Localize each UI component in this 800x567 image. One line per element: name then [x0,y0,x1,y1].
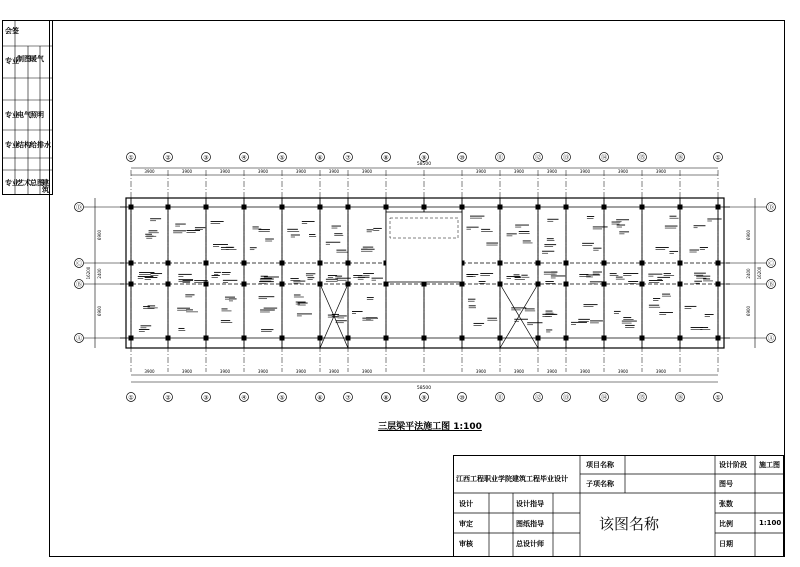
column [678,261,683,266]
dimension-text-bottom: 3900 [219,369,231,374]
sub-item-label: 子项名称 [586,480,614,488]
column [716,261,721,266]
column [536,336,541,341]
dimension-text-bottom: 3900 [257,369,269,374]
column [280,261,285,266]
column [129,261,134,266]
title-block [453,455,784,557]
axis-label-bottom: ⑭ [600,394,608,402]
side-label-zhuanye-4: 专业 [5,179,19,187]
dimension-text-right: 6900 [746,229,751,241]
column [318,205,323,210]
column [460,336,465,341]
axis-label-left: Ⓐ [75,335,83,343]
side-label-zongtu: 总图 [30,179,44,187]
axis-label-right: Ⓑ [767,281,775,289]
dimension-text-top: 3900 [219,169,231,174]
dimension-text-bottom: 3900 [295,369,307,374]
drawing-number-label: 图号 [719,480,733,488]
axis-label-bottom: ⑧ [383,394,389,402]
column [242,336,247,341]
review-label: 审定 [459,520,473,528]
axis-label-top: ⑧ [383,154,389,162]
axis-label-bottom: ④ [241,394,247,402]
column [640,336,645,341]
column [280,282,285,287]
axis-label-right: Ⓓ [767,204,775,212]
column [318,261,323,266]
dimension-text-bottom: 3900 [181,369,193,374]
axis-label-bottom: ① [715,394,721,402]
design-stage-label: 设计阶段 [719,461,747,469]
axis-label-bottom: ⑯ [676,394,684,402]
side-label-geipaishui: 给排水 [30,141,51,149]
column [716,282,721,287]
side-label-zhuanye-2: 专业 [5,111,19,119]
column [678,205,683,210]
side-label-jiegou: 结构 [17,141,31,149]
column [129,282,134,287]
dimension-text-bottom: 3900 [655,369,667,374]
dimension-total-right: 16200 [757,266,762,280]
axis-label-top: ⑬ [562,154,570,162]
side-label-yishu: 艺术 [17,179,31,187]
column [242,205,247,210]
school-name: 江西工程职业学院建筑工程毕业设计 [456,475,568,483]
check-label: 审核 [459,540,473,548]
dimension-total-left: 16200 [86,266,91,280]
axis-label-top: ⑪ [496,154,504,162]
sheet-count-label: 张数 [719,500,733,508]
axis-label-bottom: ③ [203,394,209,402]
date-label: 日期 [719,540,733,548]
drawing-name: 该图名称 [599,515,660,533]
column [129,336,134,341]
dimension-text-bottom: 3900 [617,369,629,374]
side-label-zhuanye-1: 专业 [5,57,19,65]
column [640,282,645,287]
dimension-text-top: 3900 [475,169,487,174]
axis-label-top: ⑫ [534,154,542,162]
axis-label-top: ⑮ [638,154,646,162]
axis-label-top: ⑥ [317,154,323,162]
dimension-text-bottom: 3900 [579,369,591,374]
dimension-text-left: 2400 [97,268,102,279]
axis-label-top: ⑦ [345,154,351,162]
dimension-text-bottom: 3900 [144,369,155,374]
dimension-text-top: 3900 [579,169,591,174]
axis-label-left: Ⓓ [75,204,83,212]
side-label-dianqi: 电气 [17,111,31,119]
design-stage-value: 施工图 [759,461,780,469]
axis-label-bottom: ⑤ [279,394,285,402]
dimension-text-top: 3900 [655,169,667,174]
column [716,336,721,341]
axis-label-top: ⑭ [600,154,608,162]
dimension-text-top: 3900 [617,169,629,174]
dimension-text-bottom: 3900 [361,369,373,374]
drawing-advisor-label: 图纸指导 [516,520,544,528]
design-label: 设计 [459,500,473,508]
dimension-text-top: 3900 [295,169,307,174]
column [422,205,427,210]
side-label-huiqian: 会签 [5,27,19,35]
axis-label-bottom: ⑪ [496,394,504,402]
side-label-jianzhu: 建筑 [42,179,49,194]
dimension-text-left: 6900 [97,305,102,317]
column [204,282,209,287]
axis-label-bottom: ② [165,394,171,402]
dimension-text-right: 6900 [746,305,751,317]
dimension-text-top: 3900 [144,169,155,174]
axis-label-top: ⑨ [421,154,427,162]
axis-label-bottom: ⑥ [317,394,323,402]
column [384,205,389,210]
column [564,205,569,210]
dimension-text-bottom: 3900 [546,369,558,374]
side-label-nuanqi: 暖气 [30,55,44,63]
column [166,205,171,210]
dimension-text-top: 3900 [257,169,269,174]
dimension-text-bottom: 3900 [328,369,340,374]
dimension-text-top: 3900 [513,169,525,174]
central-hall [386,212,462,282]
column [716,205,721,210]
dimension-text-bottom: 3900 [475,369,487,374]
column [384,336,389,341]
column [346,261,351,266]
dimension-text-top: 3900 [546,169,558,174]
column [564,261,569,266]
column [498,261,503,266]
title-block-grid [453,455,784,557]
chief-designer-label: 总设计师 [516,540,544,548]
column [242,282,247,287]
dimension-overall-top: 58500 [416,162,432,167]
axis-label-bottom: ⑮ [638,394,646,402]
column [602,261,607,266]
axis-label-top: ④ [241,154,247,162]
dimension-text-left: 6900 [97,229,102,241]
axis-label-top: ⑤ [279,154,285,162]
column [498,336,503,341]
column [564,336,569,341]
axis-label-top: ② [165,154,171,162]
axis-label-bottom: ⑬ [562,394,570,402]
column [564,282,569,287]
column [640,261,645,266]
dimension-text-top: 3900 [181,169,193,174]
column [166,336,171,341]
column [204,261,209,266]
column [318,336,323,341]
axis-label-left: Ⓑ [75,281,83,289]
dimension-text-bottom: 3900 [513,369,525,374]
dimension-text-top: 3900 [328,169,340,174]
advisor-label: 设计指导 [516,500,544,508]
column [602,336,607,341]
column [242,261,247,266]
axis-label-right: Ⓒ [767,260,775,268]
axis-label-left: Ⓒ [75,260,83,268]
scale-value: 1:100 [759,519,782,527]
column [536,205,541,210]
dimension-text-top: 3900 [361,169,373,174]
column [346,336,351,341]
column [678,282,683,287]
column [166,282,171,287]
column [678,336,683,341]
column [166,261,171,266]
column [498,205,503,210]
column [280,336,285,341]
column [640,205,645,210]
axis-label-bottom: ① [128,394,134,402]
axis-label-top: ① [715,154,721,162]
column [129,205,134,210]
column [602,205,607,210]
axis-label-top: ⑯ [676,154,684,162]
side-label-zhitu: 制图 [17,55,31,63]
drawing-title: 三层梁平法施工图 1:100 [378,422,482,432]
project-name-label: 项目名称 [586,461,614,469]
axis-label-top: ① [128,154,134,162]
axis-label-right: Ⓐ [767,335,775,343]
dimension-text-right: 2400 [746,268,751,279]
axis-label-bottom: ⑩ [459,394,465,402]
axis-label-top: ③ [203,154,209,162]
dimension-overall-bottom: 58500 [416,386,432,391]
column [346,205,351,210]
axis-label-bottom: ⑦ [345,394,351,402]
column [204,205,209,210]
axis-label-bottom: ⑨ [421,394,427,402]
column [460,205,465,210]
column [204,336,209,341]
side-label-zhuanye-3: 专业 [5,141,19,149]
scale-label: 比例 [719,520,733,528]
side-label-zhaoming: 照明 [30,111,44,119]
column [280,205,285,210]
column [422,336,427,341]
axis-label-bottom: ⑫ [534,394,542,402]
column [536,261,541,266]
axis-label-top: ⑩ [459,154,465,162]
